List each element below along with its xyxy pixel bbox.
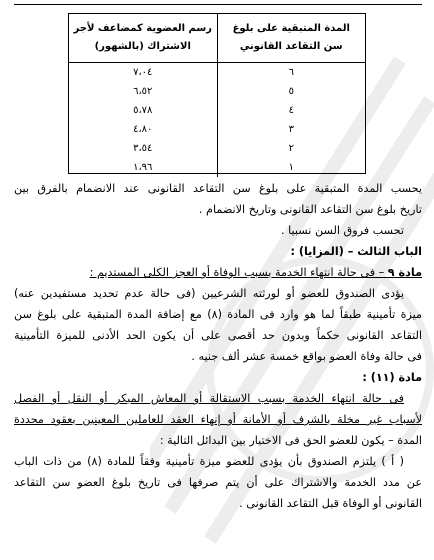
- top-rule: [14, 4, 422, 5]
- table-header-row: [69, 14, 365, 63]
- period-cell: ٦: [217, 63, 365, 83]
- paragraph-line: فى حالة وفاة العضو بواقع خمسة عشر ألف جنيه .: [191, 350, 422, 363]
- period-cell: ٤: [217, 101, 365, 120]
- period-cell: ١: [217, 158, 365, 177]
- table-row: [69, 82, 365, 101]
- table-row: [69, 101, 365, 120]
- table-row: [69, 139, 365, 158]
- fee-cell: ١،٩٦: [133, 162, 153, 173]
- paragraph-line: يؤدى الصندوق للعضو أو لورثته الشرعيين (فى حالة عدم تحديد مستفيدين عنه): [14, 287, 404, 300]
- table-row: [69, 63, 365, 83]
- paragraph-line: القانونى أو الوفاة قبل التقاعد القانونى .: [239, 497, 422, 510]
- fee-cell: ٤،٨٠: [133, 124, 153, 135]
- article-11-heading: مادة (١١) :: [362, 371, 422, 384]
- paragraph-line: تاريخ بلوغ سن التقاعد القانونى وتاريخ الانضمام .: [198, 203, 422, 216]
- period-cell: ٥: [217, 82, 365, 101]
- paragraph-line: ميزة تأمينية طبقاً لما هو وارد فى المادة (٨) مع إضافة المدة المتبقية على بلوغ سن: [14, 308, 422, 321]
- paragraph-line: عن مدد الخدمة والاشتراك على أن يتم صرفها فى تاريخ بلوغ العضو سن التقاعد: [14, 476, 422, 489]
- header-membership-fee: رسم العضوية كمضاعف لأجر الاشتراك (بالشهور): [69, 14, 217, 63]
- paragraph-line: يحسب المدة المتبقية على بلوغ سن التقاعد القانونى عند الانضمام بالفرق بين: [14, 182, 422, 195]
- fee-cell: ٧،٠٤: [133, 67, 153, 78]
- paragraph-line: ( أ ) يلتزم الصندوق بأن يؤدى للعضو ميزة تأمينية وفقاً للمادة (٨) من ذات الباب: [14, 455, 405, 468]
- chapter-heading: الباب الثالث – (المزايا) :: [290, 245, 422, 258]
- period-cell: ٣: [217, 120, 365, 139]
- fee-cell: ٦،٥٢: [133, 86, 153, 97]
- table-row: [69, 158, 365, 177]
- paragraph-line: التقاعد القانونى حكماً وبدون حد أقصى على أن يكون الحد الأدنى للميزة التأمينية: [14, 329, 422, 342]
- header-remaining-period: المدة المتبقية على بلوغ سن التقاعد القانوني: [217, 14, 365, 63]
- paragraph-line: فى حالة انتهاء الخدمة بسبب الاستقالة أو المعاش المبكر أو النقل أو الفصل: [14, 392, 404, 405]
- article-9-heading: [14, 262, 422, 283]
- fee-cell: ٥،٧٨: [133, 105, 153, 116]
- document-body: [14, 178, 422, 514]
- paragraph-line: لأسباب غير مخلة بالشرف أو الأمانة أو إنهاء العقد للعاملين المعينين بعقود محددة: [14, 413, 422, 426]
- fee-cell: ٣،٥٤: [133, 143, 153, 154]
- paragraph-line: المدة – يكون للعضو الحق فى الاختيار بين البدائل التالية :: [159, 434, 422, 447]
- article-9-number: مادة ٩: [387, 266, 422, 279]
- membership-fee-table: [68, 13, 366, 174]
- paragraph-line: تحسب فروق السن نسبيا .: [281, 224, 404, 237]
- period-cell: ٢: [217, 139, 365, 158]
- article-9-title: – فى حالة انتهاء الخدمة بسبب الوفاة أو العجز الكلى المستديم :: [89, 266, 388, 279]
- table-row: [69, 120, 365, 139]
